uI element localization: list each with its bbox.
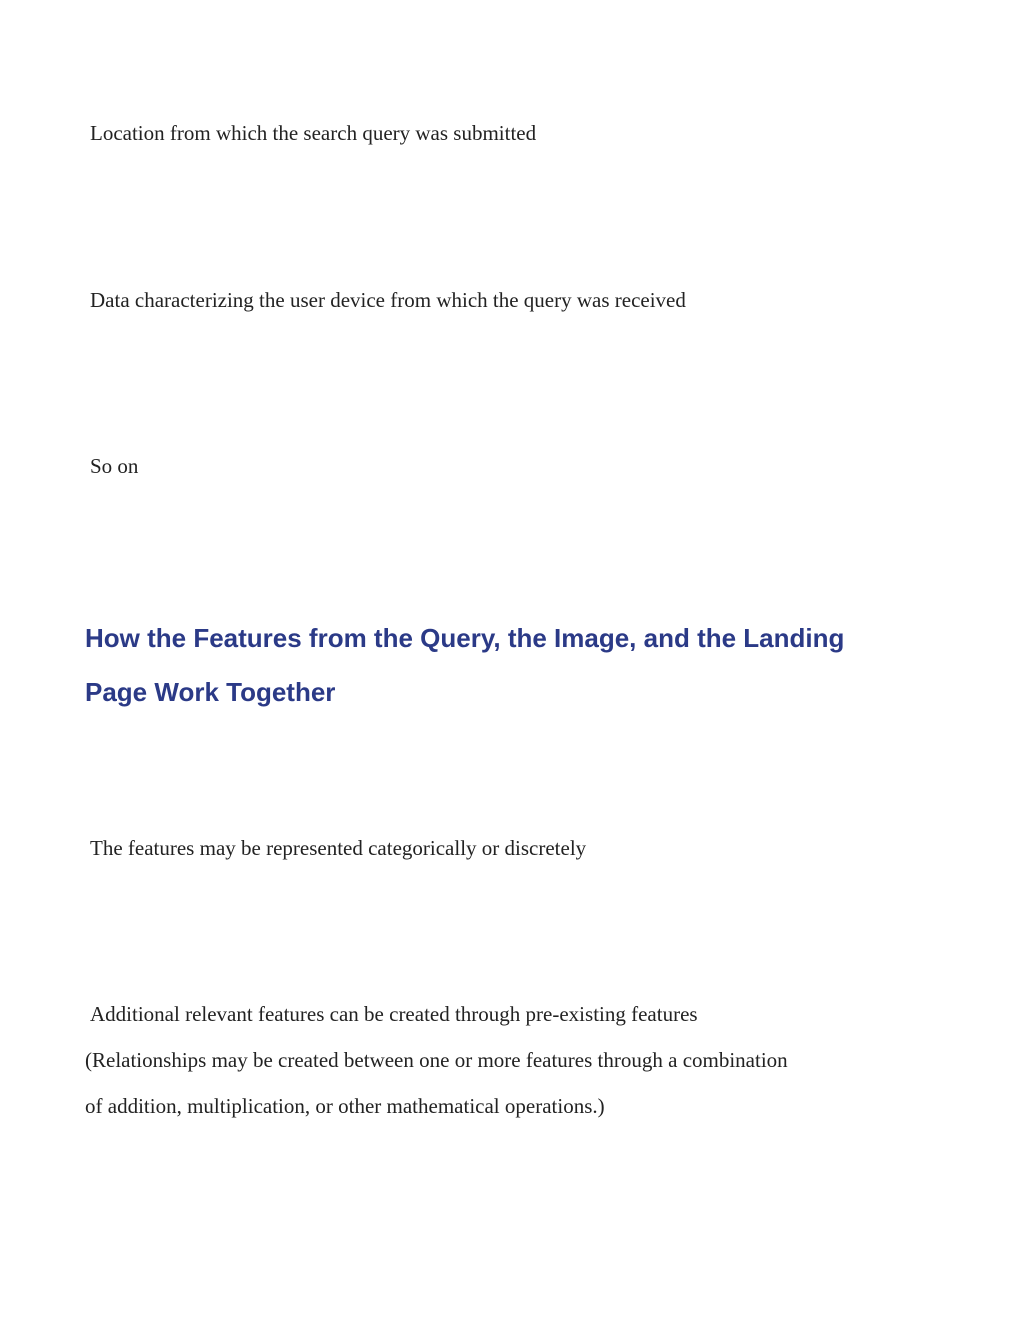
paragraph-line-1 [85, 991, 945, 1037]
paragraph-text: The features may be represented categorically or discretely [90, 836, 587, 860]
paragraph-additional-features [85, 991, 945, 1129]
paragraph-text: Additional relevant features can be created through pre-existing features [90, 1002, 698, 1026]
paragraph-features-representation [85, 825, 945, 871]
paragraph-text: So on [90, 454, 139, 478]
section-heading-line-1: How the Features from the Query, the Image, and the Landing [85, 623, 845, 653]
section-heading [85, 611, 965, 719]
paragraph-location [85, 110, 945, 156]
paragraph-text: Data characterizing the user device from which the query was received [90, 288, 686, 312]
paragraph-line-3: of addition, multiplication, or other mathematical operations.) [85, 1094, 605, 1118]
paragraph-text: Location from which the search query was submitted [90, 121, 537, 145]
paragraph-line-2: (Relationships may be created between one or more features through a combination [85, 1048, 788, 1072]
section-heading-line-2: Page Work Together [85, 677, 336, 707]
paragraph-device-data [85, 277, 945, 323]
paragraph-so-on [85, 443, 945, 489]
